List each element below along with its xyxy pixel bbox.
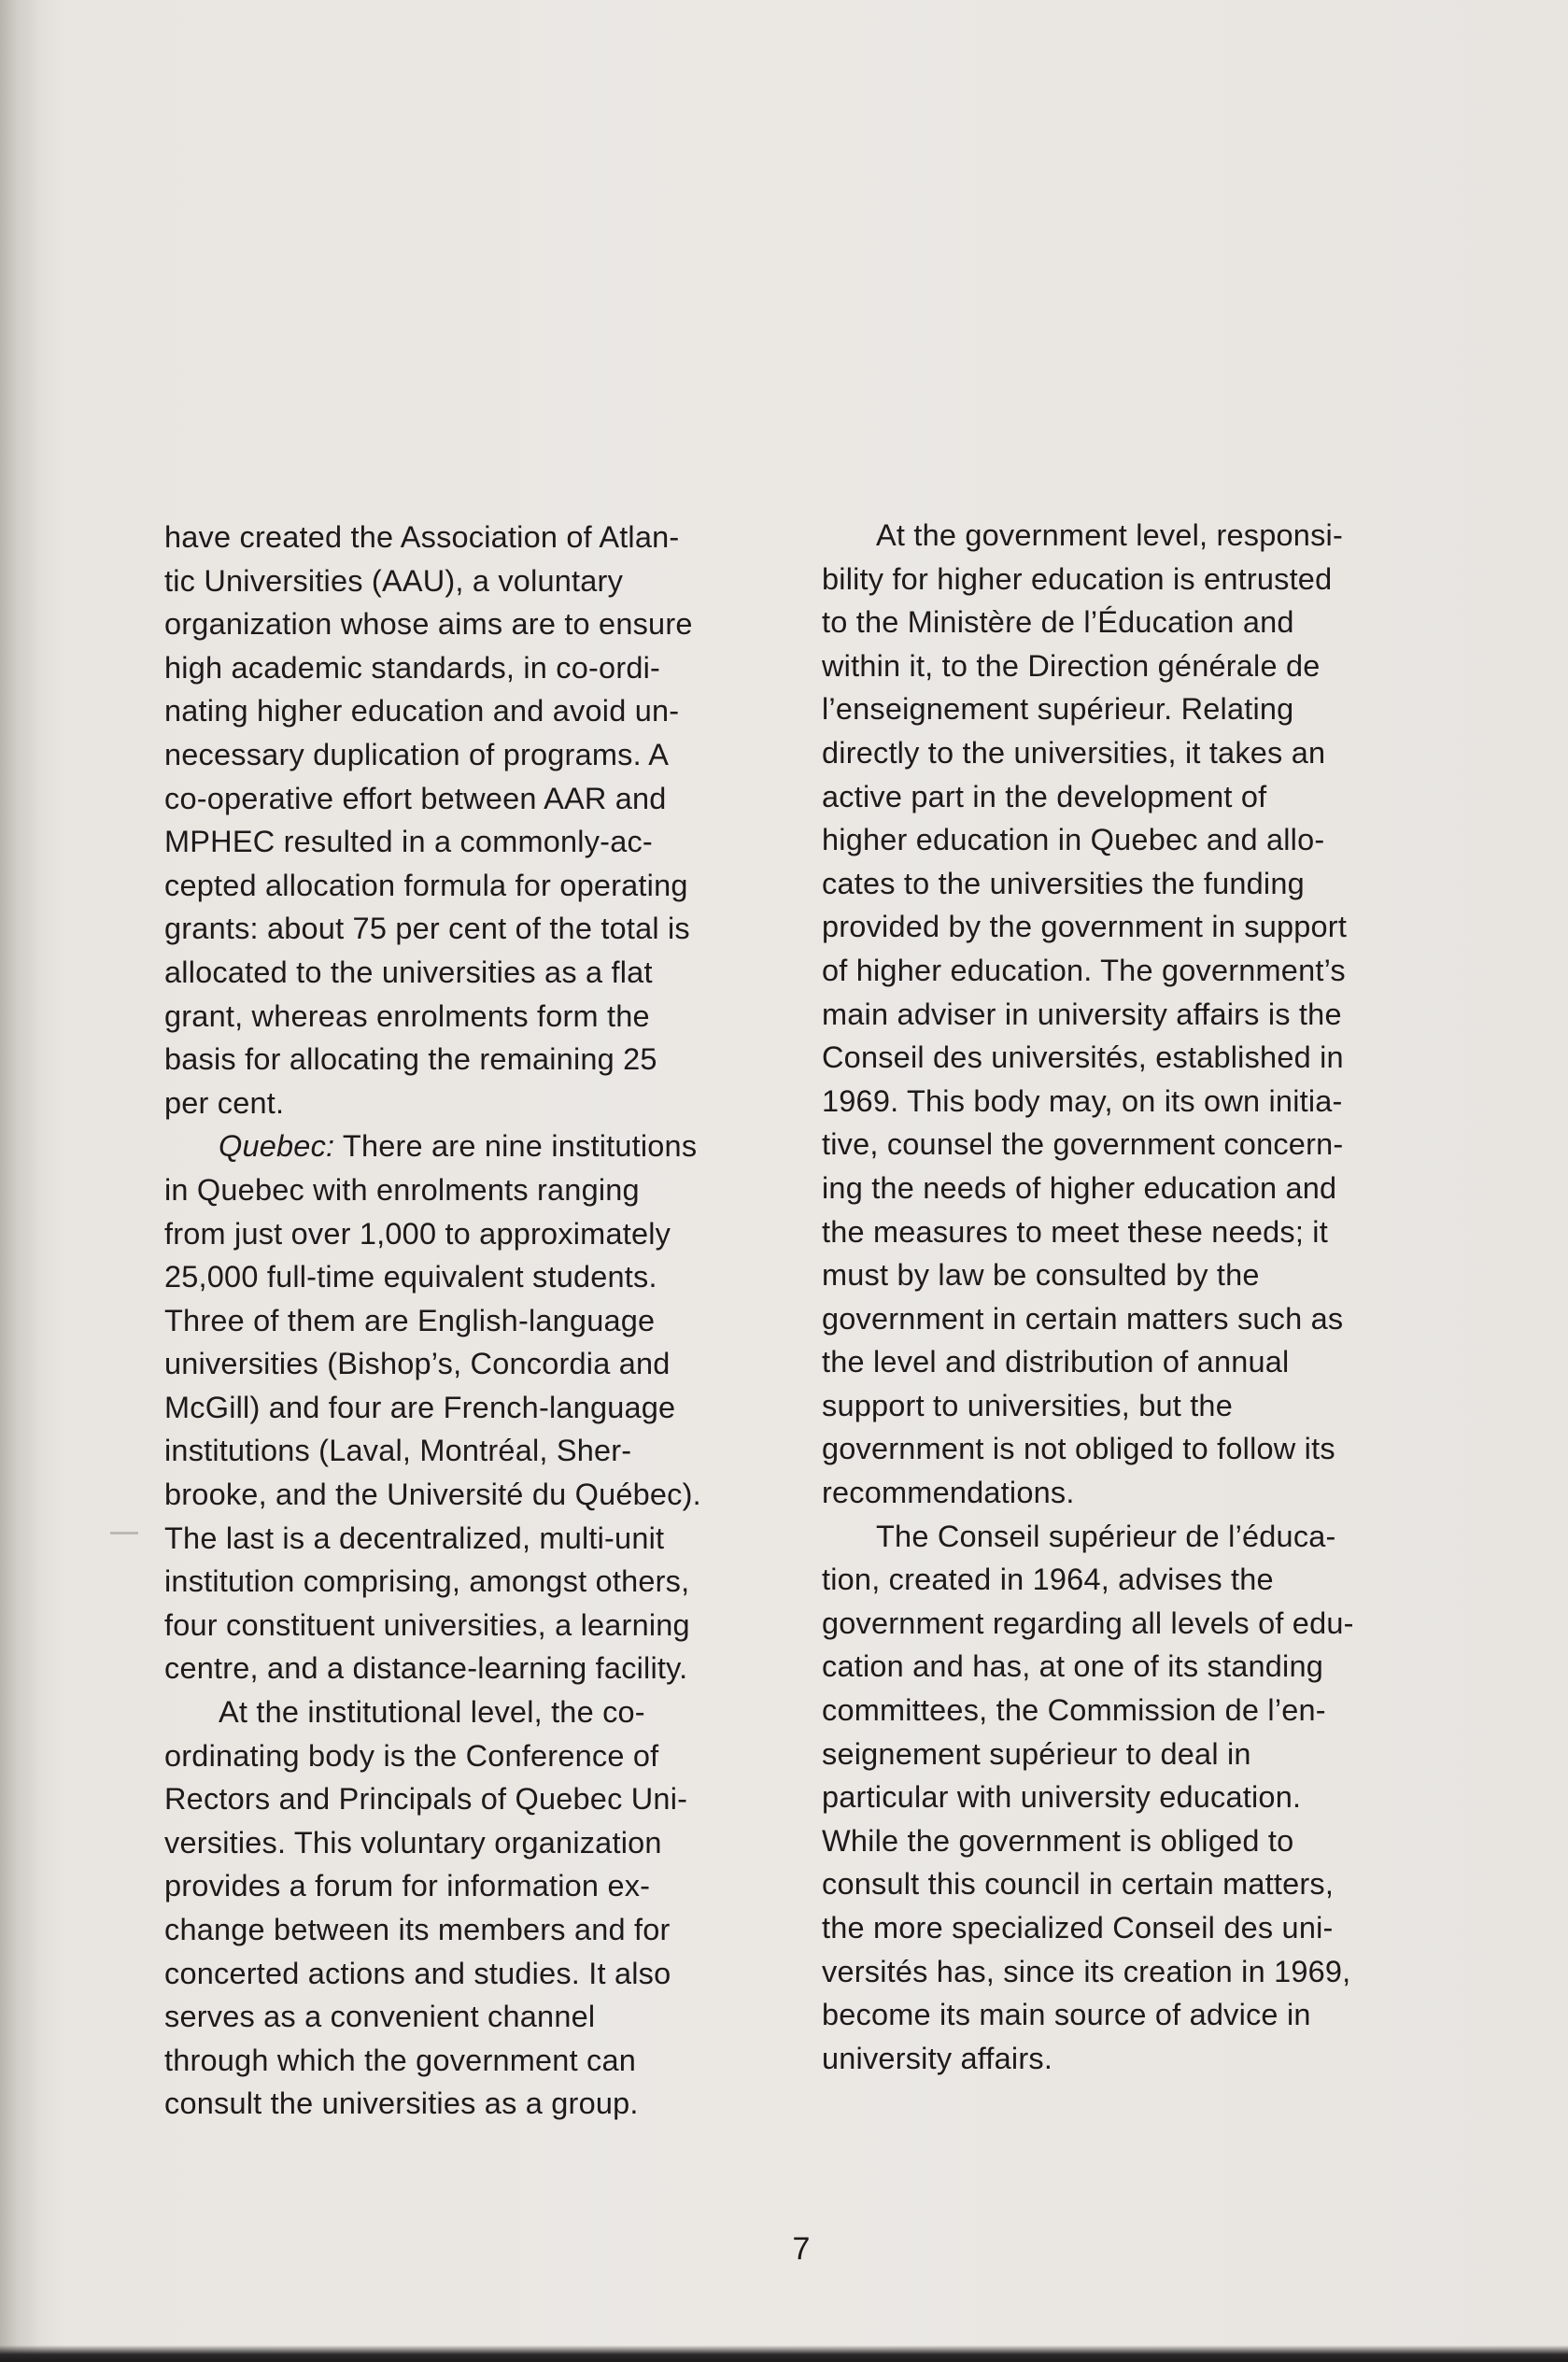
right-paragraph-2: The Conseil supérieur de l’éduca- tion, created in 1964, advises the government regarding all levels of edu- cation and has, at one of its standing committees, the Commission de l’en- seignement supérieur to deal in particular with university education. While the government is obliged to consult this council in certain matters, the more specialized Conseil des uni- versités has, since its creation in 1969, become its main source of advice in university affairs. [822, 1519, 1354, 2075]
page-number: 7 [792, 2231, 811, 2267]
left-paragraph-2 [164, 1124, 781, 1690]
page-binding-shadow [0, 0, 39, 2362]
left-paragraph-3: At the institutional level, the co- ordinating body is the Conference of Rectors and Principals of Quebec Uni- versities. This voluntary organization provides a forum for information ex- change between its members and for concerted actions and studies. It also serves as a convenient channel through which the government can consult the universities as a group. [164, 1695, 688, 2121]
left-text-column [164, 516, 781, 2126]
right-paragraph-1: At the government level, responsi- bility for higher education is entrusted to the Ministère de l’Éducation and within it, to the Direction générale de l’enseignement supérieur. Relating directly to the universities, it takes an active part in the development of higher education in Quebec and allo- cates to the universities the funding provided by the government in support of higher education. The government’s main adviser in university affairs is the Conseil des universités, established in 1969. This body may, on its own initia- tive, counsel the government concern- ing the needs of higher education and the measures to meet these needs; it must by law be consulted by the government in certain matters such as the level and distribution of annual support to universities, but the government is not obliged to follow its recommendations. [822, 518, 1348, 1510]
right-text-column [822, 514, 1429, 2080]
scan-mark [110, 1532, 138, 1535]
left-paragraph-2-body: There are nine institutions in Quebec with enrolments ranging from just over 1,000 to approximately 25,000 full-time equivalent students. Three of them are English-language universities (Bishop’s, Concordia and McGill) and four are French-language institutions (Laval, Montréal, Sher- brooke, and the Université du Québec). The last is a decentralized, multi-unit institution comprising, amongst others, four constituent universities, a learning centre, and a distance-learning facility. [164, 1129, 701, 1686]
page-bottom-edge [0, 2345, 1568, 2362]
quebec-run-in-heading: Quebec: [219, 1129, 335, 1164]
left-paragraph-1: have created the Association of Atlan- tic Universities (AAU), a voluntary organization whose aims are to ensure high academic standards, in co-ordi- nating higher education and avoid un- necessary duplication of programs. A co-operative effort between AAR and MPHEC resulted in a commonly-ac- cepted allocation formula for operating grants: about 75 per cent of the total is allocated to the universities as a flat grant, whereas enrolments form the basis for allocating the remaining 25 per cent. [164, 520, 693, 1120]
